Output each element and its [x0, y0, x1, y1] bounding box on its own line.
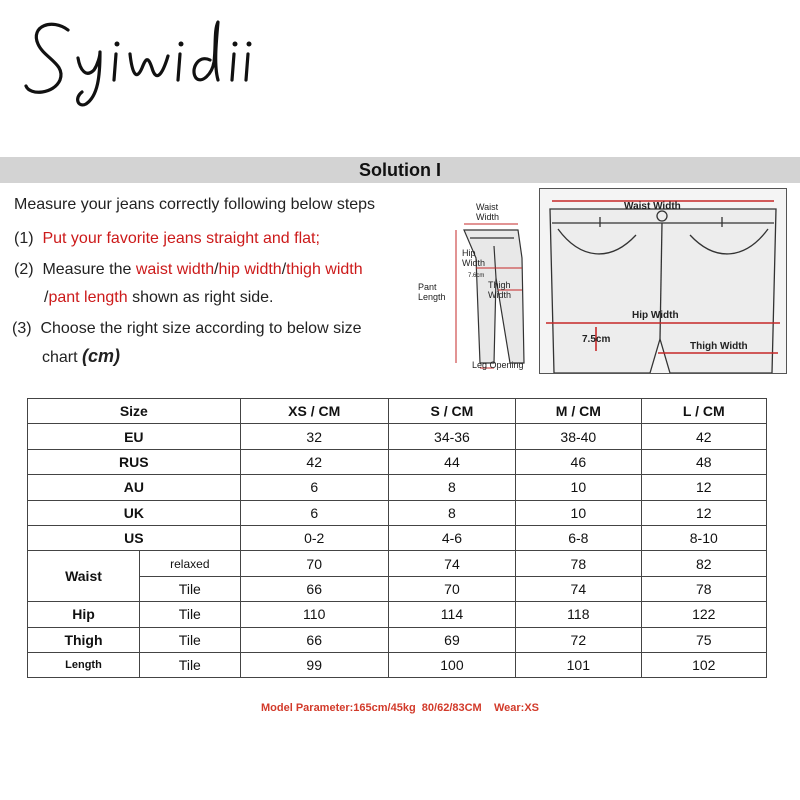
row-label: AU	[28, 475, 241, 500]
step-2-pant: pant length	[48, 289, 128, 306]
size-chart-table	[27, 398, 767, 678]
header-xs: XS / CM	[240, 399, 388, 424]
step-2-slash-2: /	[281, 261, 287, 278]
cell: 74	[516, 576, 641, 601]
cell: 8-10	[641, 525, 766, 550]
cell: 70	[240, 551, 388, 576]
cell: 72	[516, 627, 641, 652]
cell: 66	[240, 627, 388, 652]
step-2-number: (2)	[14, 261, 34, 278]
cell: 102	[641, 652, 766, 677]
step-2-thigh: thigh width	[286, 261, 363, 278]
cell: 12	[641, 475, 766, 500]
label-thigh: Thigh	[488, 280, 511, 290]
step-2-waist: waist width	[135, 261, 215, 278]
table-row-thigh	[28, 627, 767, 652]
cell: 69	[388, 627, 515, 652]
jeans-outline-diagram	[414, 198, 539, 373]
label-length: Length	[418, 292, 446, 302]
section-title: Solution I	[359, 160, 441, 180]
table-row-waist-relaxed	[28, 551, 767, 576]
row-label: Length	[28, 652, 140, 677]
cell: 48	[641, 449, 766, 474]
cell: 0-2	[240, 525, 388, 550]
cell: 101	[516, 652, 641, 677]
cell: 78	[516, 551, 641, 576]
cell: 6-8	[516, 525, 641, 550]
header-m: M / CM	[516, 399, 641, 424]
brand-logo	[0, 0, 260, 120]
row-label: RUS	[28, 449, 241, 474]
cell: 6	[240, 475, 388, 500]
cell: 12	[641, 500, 766, 525]
label-hip-width-large: Hip Width	[632, 310, 679, 321]
cell: 6	[240, 500, 388, 525]
cell: 44	[388, 449, 515, 474]
step-3-text-2: chart	[42, 349, 83, 366]
step-2-slash-3: /	[44, 289, 49, 306]
table-row-length	[28, 652, 767, 677]
cell: 110	[240, 602, 388, 627]
label-pant: Pant	[418, 282, 437, 292]
step-1-text: Put your favorite jeans straight and flat;	[42, 230, 320, 247]
cell: 34-36	[388, 424, 515, 449]
intro-text: Measure your jeans correctly following below steps	[14, 196, 376, 213]
cell: 8	[388, 475, 515, 500]
step-1	[14, 230, 320, 248]
label-waist-width: Width	[476, 212, 500, 222]
table-row-uk	[28, 500, 767, 525]
jeans-closeup-diagram	[539, 188, 787, 374]
row-label: UK	[28, 500, 241, 525]
model-parameter-note: Model Parameter:165cm/45kg 80/62/83CM Wear:XS	[261, 702, 539, 714]
cell: 66	[240, 576, 388, 601]
step-2-cont	[44, 289, 274, 307]
table-row-rus	[28, 449, 767, 474]
cell: 100	[388, 652, 515, 677]
row-sublabel: Tile	[139, 602, 240, 627]
step-3	[12, 320, 362, 338]
row-sublabel: Tile	[139, 576, 240, 601]
row-sublabel: Tile	[139, 627, 240, 652]
step-2-slash-1: /	[214, 261, 219, 278]
label-thigh-width-large: Thigh Width	[690, 341, 748, 352]
row-label: EU	[28, 424, 241, 449]
step-1-number: (1)	[14, 230, 34, 247]
cell: 32	[240, 424, 388, 449]
row-label: US	[28, 525, 241, 550]
label-small-measure: 7.6cm	[468, 273, 485, 279]
step-2-hip: hip width	[218, 261, 282, 278]
cell: 82	[641, 551, 766, 576]
cell: 42	[240, 449, 388, 474]
cell: 42	[641, 424, 766, 449]
cell: 8	[388, 500, 515, 525]
cell: 10	[516, 475, 641, 500]
cell: 38-40	[516, 424, 641, 449]
row-label: Waist	[28, 551, 140, 602]
label-waist: Waist	[476, 202, 499, 212]
header-size: Size	[28, 399, 241, 424]
step-2	[14, 261, 363, 279]
row-label: Hip	[28, 602, 140, 627]
label-hip-width: Width	[462, 258, 486, 268]
table-row-eu	[28, 424, 767, 449]
step-3-number: (3)	[12, 320, 32, 337]
table-header-row	[28, 399, 767, 424]
row-sublabel: relaxed	[139, 551, 240, 576]
cell: 75	[641, 627, 766, 652]
label-waist-width-large: Waist Width	[624, 201, 681, 212]
label-thigh-width: Width	[488, 290, 512, 300]
cell: 10	[516, 500, 641, 525]
unit-cm: (cm)	[82, 346, 121, 366]
cell: 74	[388, 551, 515, 576]
row-sublabel: Tile	[139, 652, 240, 677]
header-l: L / CM	[641, 399, 766, 424]
table-row-us	[28, 525, 767, 550]
step-3-cont	[42, 346, 120, 367]
cell: 4-6	[388, 525, 515, 550]
row-label: Thigh	[28, 627, 140, 652]
label-leg-opening: Leg Opening	[472, 360, 524, 370]
label-hip: Hip	[462, 248, 476, 258]
cell: 99	[240, 652, 388, 677]
step-3-text: Choose the right size according to below size	[40, 320, 362, 337]
cell: 114	[388, 602, 515, 627]
cell: 78	[641, 576, 766, 601]
step-2-post: shown as right side.	[127, 289, 274, 306]
label-measure-large: 7.5cm	[582, 334, 611, 345]
cell: 122	[641, 602, 766, 627]
header-s: S / CM	[388, 399, 515, 424]
cell: 118	[516, 602, 641, 627]
cell: 46	[516, 449, 641, 474]
table-row-au	[28, 475, 767, 500]
cell: 70	[388, 576, 515, 601]
table-row-hip	[28, 602, 767, 627]
step-2-pre: Measure the	[42, 261, 136, 278]
